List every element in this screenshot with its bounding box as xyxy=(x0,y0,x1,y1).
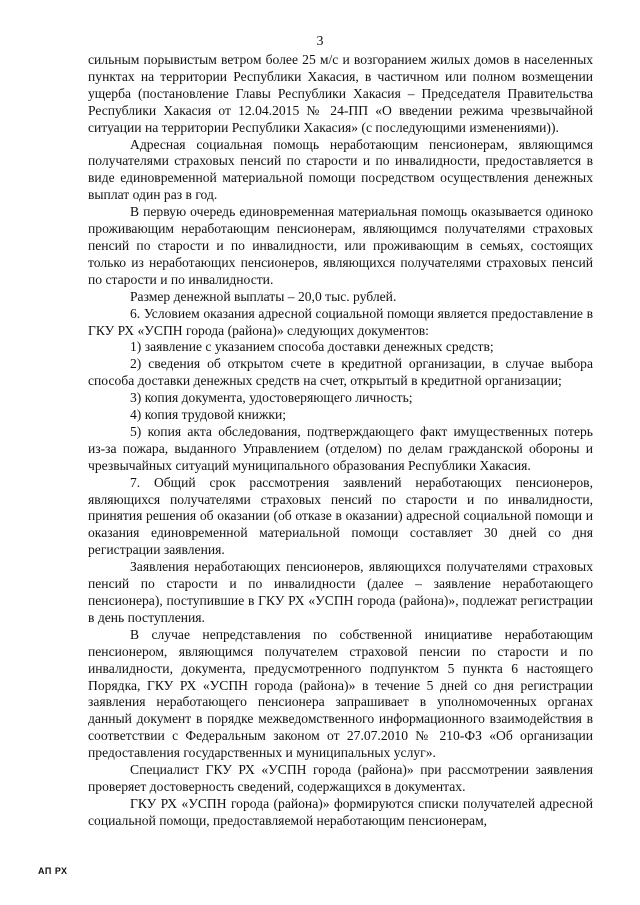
paragraph-payment-amount: Размер денежной выплаты – 20,0 тыс. рублей. xyxy=(130,288,397,304)
footer-mark: АП РХ xyxy=(38,866,68,876)
paragraph-verification: Специалист ГКУ РХ «УСПН города (района)» при рассмотрении заявления проверяет достоверность сведений, содержащихся в документах. xyxy=(88,762,593,794)
paragraph-recipient-lists: ГКУ РХ «УСПН города (района)» формируются списки получателей адресной социальной помощи, предоставляемой неработающим пенсионерам, xyxy=(88,795,593,828)
page-number: 3 xyxy=(316,34,324,49)
paragraph-priority: В первую очередь единовременная материальная помощь оказывается одиноко проживающим неработающим пенсионерам, являющимся получателями страховых пенсий по старости и по инвалидности, или проживающим в семьях, состоящих только из неработающих пенсионеров, являющихся получателями страховых пенсий по старости и по инвалидности. xyxy=(88,204,593,287)
paragraph-interagency-request: В случае непредставления по собственной инициативе неработающим пенсионером, являющимся получателем страховой пенсии по старости и по инвалидности, документа, предусмотренного подпунктом 5 пункта 6 настоящего Порядка, ГКУ РХ «УСПН города (района)» в течение 5 дней со дня регистрации заявления неработающего пенсионера запрашивает в уполномоченных органах данный документ в порядке межведомственного информационного взаимодействия в соответствии с Федеральным законом от 27.07.2010 № 210-ФЗ «Об организации предоставления государственных и муниципальных услуг». xyxy=(88,626,593,761)
list-item-1: 1) заявление с указанием способа доставки денежных средств; xyxy=(130,339,494,355)
list-item-3: 3) копия документа, удостоверяющего личность; xyxy=(130,390,413,406)
paragraph-item-6: 6. Условием оказания адресной социальной помощи является предоставление в ГКУ РХ «УСПН города (района)» следующих документов: xyxy=(88,305,593,338)
paragraph-continuation: сильным порывистым ветром более 25 м/с и возгоранием жилых домов в населенных пунктах на территории Республики Хакасия, в частичном или полном возмещении ущерба (постановление Главы Республики Хакасия – Председателя Правительства Республики Хакасия от 12.04.2015 № 24-ПП «О введении режима чрезвычайной ситуации на территории Республики Хакасия» (с последующими изменениями)). xyxy=(88,52,593,135)
paragraph-registration: Заявления неработающих пенсионеров, являющихся получателями страховых пенсий по старости и по инвалидности (далее – заявление неработающего пенсионера), поступившие в ГКУ РХ «УСПН города (района)», подлежат регистрации в день поступления. xyxy=(88,559,593,625)
paragraph-item-7: 7. Общий срок рассмотрения заявлений неработающих пенсионеров, являющихся получателями страховых пенсий по старости и по инвалидности, принятия решения об оказании (об отказе в оказании) адресной социальной помощи и оказания единовременной материальной помощи составляет 30 дней со дня регистрации заявления. xyxy=(88,474,593,558)
list-item-2: 2) сведения об открытом счете в кредитной организации, в случае выбора способа доставки денежных средств на счет, открытый в кредитной организации; xyxy=(88,356,593,389)
paragraph-assistance-form: Адресная социальная помощь неработающим пенсионерам, являющимся получателями страховых пенсий по старости и по инвалидности, предоставляется в виде единовременной материальной помощи посредством осуществления денежных выплат один раз в год. xyxy=(88,136,593,203)
document-body xyxy=(88,52,593,830)
list-item-5: 5) копия акта обследования, подтверждающего факт имущественных потерь из-за пожара, выданного Управлением (отделом) по делам гражданской обороны и чрезвычайных ситуаций муниципального образования Республики Хакасия. xyxy=(88,423,593,473)
list-item-4: 4) копия трудовой книжки; xyxy=(130,407,287,423)
